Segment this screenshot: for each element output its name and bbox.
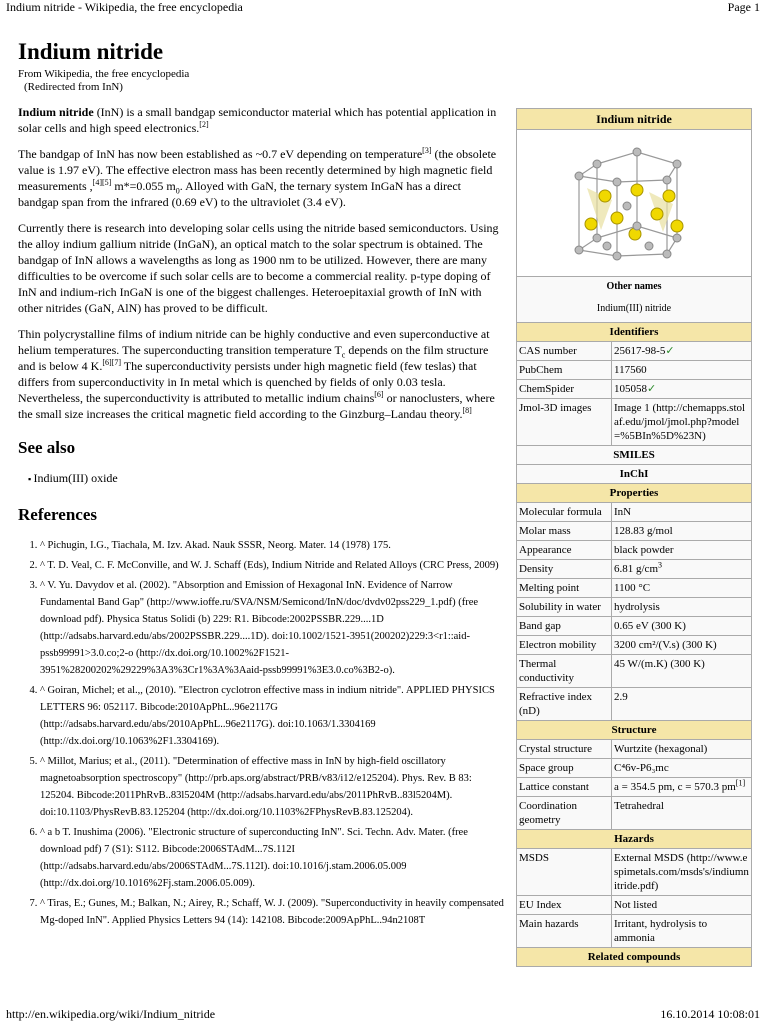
- infobox-row: [517, 521, 751, 540]
- lattice-value: a = 354.5 pm, c = 570.3 pm: [614, 781, 736, 793]
- row-label: Lattice constant: [517, 778, 612, 796]
- citation-link[interactable]: [3]: [422, 146, 432, 155]
- infobox-row: [517, 777, 751, 796]
- row-value: black powder: [614, 544, 674, 556]
- infobox-row: [517, 796, 751, 829]
- crystal-structure-icon: [517, 130, 749, 276]
- row-value: Not listed: [614, 899, 658, 911]
- infobox-row: [517, 597, 751, 616]
- paragraph-solar: Currently there is research into developing solar cells using the nitride based semiconductors. Using the alloy indium gallium nitride (InGaN), an optical match to the solar spectrum is obtained. The bandgap of InN allows a wavelengths as long as 1900 nm to be utilized. However, there are many difficulties to be overcome if such solar cells are to become a commercial reality. p-type doping of InN and indium-rich InGaN is one of the biggest challenges. Heteroepitaxial growth of InN with other nitrides (GaN, AlN) has proved to be difficult.: [18, 221, 499, 315]
- reference-item: 3. ^ V. Yu. Davydov et al. (2002). "Absorption and Emission of Hexagonal InN. Evidence of Narrow Fundamental Band Gap" (http://www.ioffe.ru/SVA/NSM/Semicond/InN/doc/dvdv02pss229_1.pdf) (free download pdf). Physica Status Solidi (b) 229: R1. Bibcode:2002PSSBR.229....1D (http://adsabs.harvard.edu/abs/2002PSSBR.229....1D). doi:10.1002/1521-3951(200202)229:3<r1::aid-pssb99991>3.0.co;2-o (http://dx.doi.org/10.1002%2F1521-3951%28200202%29229%3A3%3Cr1%3A%3Aaid-pssb99991%3E3.0.co%3B2-o).: [40, 577, 504, 679]
- reference-item: 1. ^ Pichugin, I.G., Tiachala, M. Izv. Akad. Nauk SSSR, Neorg. Mater. 14 (1978) 175.: [40, 537, 504, 554]
- superscript: 3: [658, 560, 662, 570]
- reference-item: 6. ^ a b T. Inushima (2006). "Electronic structure of superconducting InN". Sci. Techn. Adv. Mater. (free download pdf) 7 (S1): S112. Bibcode:2006STAdM...7S.112I (http://adsabs.harvard.edu/abs/2006STAdM...7S.112I). doi:10.1016/j.stam.2006.05.009 (http://dx.doi.org/10.1016%2Fj.stam.2006.05.009).: [40, 824, 504, 892]
- row-label: Refractive index (nD): [517, 688, 612, 720]
- subscript: 0: [175, 186, 180, 196]
- text: m*=0.055 m: [111, 179, 176, 193]
- citation-link[interactable]: [8]: [462, 406, 472, 415]
- infobox-row: [517, 914, 751, 947]
- intro-text: (InN) is a small bandgap semiconductor material which has potential application in solar cells and high speed electronics.: [18, 105, 497, 135]
- text: Thin polycrystalline films of indium nitride can be highly conductive and even superconductive at helium temperatures. The superconducting transition temperature T: [18, 327, 490, 357]
- chemspider-link[interactable]: 105058: [614, 383, 647, 395]
- print-header-title: Indium nitride - Wikipedia, the free encyclopedia: [6, 0, 243, 14]
- reference-item: 5. ^ Millot, Marius; et al., (2011). "Determination of effective mass in InN by high-field oscillatory magnetoabsorption spectroscopy" (http://prb.aps.org/abstract/PRB/v83/i12/e125204). Phys. Rev. B 83: 125204. Bibcode:2011PhRvB..83l5204M (http://adsabs.harvard.edu/abs/2011PhRvB..83l5204M). doi:10.1103/PhysRevB.83.125204 (http://dx.doi.org/10.1103%2FPhysRevB.83.125204).: [40, 753, 504, 821]
- row-label: PubChem: [517, 361, 612, 379]
- citation-link[interactable]: [1]: [735, 778, 746, 788]
- row-value: 1100 °C: [614, 582, 651, 594]
- crystal-structure-image[interactable]: [517, 129, 751, 276]
- row-value: [612, 560, 751, 578]
- row-label: Electron mobility: [517, 636, 612, 654]
- bold-term: Indium nitride: [18, 105, 94, 119]
- see-also-heading: See also: [18, 438, 76, 457]
- row-label: Solubility in water: [517, 598, 612, 616]
- row-value: hydrolysis: [614, 601, 660, 613]
- infobox-title: Indium nitride: [517, 109, 751, 129]
- infobox-row: [517, 739, 751, 758]
- print-header-page: Page 1: [727, 0, 760, 14]
- text: (the obsolete value is 1.97 eV). The effective electron mass has been recently determined by high magnetic field measurements ,: [18, 147, 497, 193]
- row-label: Molecular formula: [517, 503, 612, 521]
- chembox-infobox: [516, 108, 752, 967]
- row-value: [612, 778, 751, 796]
- citation-link[interactable]: [6][7]: [102, 358, 121, 367]
- infobox-row: [517, 635, 751, 654]
- row-value: 0.65 eV (300 K): [614, 620, 686, 632]
- infobox-row: [517, 687, 751, 720]
- row-label: MSDS: [517, 849, 612, 895]
- row-value: Tetrahedral: [614, 800, 664, 812]
- row-value: Wurtzite (hexagonal): [614, 743, 708, 755]
- other-names-value: Indium(III) nitride: [596, 303, 672, 314]
- print-footer-url[interactable]: http://en.wikipedia.org/wiki/Indium_nitride: [6, 1007, 216, 1021]
- references-list: [18, 537, 504, 929]
- row-value: 128.83 g/mol: [614, 525, 673, 537]
- row-value: 3200 cm²/(V.s) (300 K): [614, 639, 717, 651]
- citation-link[interactable]: [4][5]: [92, 178, 112, 187]
- structure-heading: Structure: [517, 720, 751, 739]
- see-also-link[interactable]: ▪ Indium(III) oxide: [28, 470, 504, 487]
- row-label: Space group: [517, 759, 612, 777]
- print-footer: [0, 1006, 768, 1024]
- hazards-heading: Hazards: [517, 829, 751, 848]
- row-label: ChemSpider: [517, 380, 612, 398]
- paragraph-bandgap: [18, 146, 504, 210]
- print-footer-datetime: 16.10.2014 10:08:01: [660, 1007, 760, 1021]
- paragraph-superconductivity: [18, 326, 504, 422]
- row-value: Irritant, hydrolysis to ammonia: [614, 918, 708, 944]
- see-also-list: [18, 470, 504, 487]
- references-heading: References: [18, 505, 97, 524]
- row-label: Band gap: [517, 617, 612, 635]
- text: . Alloyed with GaN, the ternary system InGaN has a direct bandgap span from the infrared (0.69 eV) to the ultraviolet (3.4 eV).: [18, 179, 462, 209]
- row-label: Coordination geometry: [517, 797, 612, 829]
- infobox-row: [517, 848, 751, 895]
- row-label: EU Index: [517, 896, 612, 914]
- page-title: Indium nitride: [18, 39, 164, 64]
- verified-check-icon: ✓: [665, 345, 675, 357]
- infobox-row: [517, 559, 751, 578]
- infobox-row: [517, 895, 751, 914]
- row-value: 45 W/(m.K) (300 K): [614, 658, 705, 670]
- text: The superconductivity persists under high magnetic field (few teslas) that differs from superconductivity in In metal which is quenched by fields of only 0.03 tesla. Nevertheless, the superconductivity is attributed to metallic indium chains: [18, 359, 477, 405]
- row-label: CAS number: [517, 342, 612, 360]
- row-label: Appearance: [517, 541, 612, 559]
- row-value: InN: [614, 506, 632, 518]
- infobox-row: [517, 758, 751, 777]
- row-label: Thermal conductivity: [517, 655, 612, 687]
- redirect-note: (Redirected from InN): [24, 81, 123, 93]
- row-label: Crystal structure: [517, 740, 612, 758]
- row-value: [612, 342, 751, 360]
- reference-item: 4. ^ Goiran, Michel; et al.,, (2010). "Electron cyclotron effective mass in indium nitride". APPLIED PHYSICS LETTERS 96: 052117. Bibcode:2010ApPhL..96e2117G (http://adsabs.harvard.edu/abs/2010ApPhL..96e2117G). doi:10.1063/1.3304169 (http://dx.doi.org/10.1063%2F1.3304169).: [40, 682, 504, 750]
- density-value: 6.81 g/cm: [614, 563, 658, 575]
- row-label: Jmol-3D images: [517, 399, 612, 445]
- site-subtitle: From Wikipedia, the free encyclopedia: [18, 68, 190, 80]
- citation-link[interactable]: [6]: [374, 390, 384, 399]
- citation-link[interactable]: [2]: [199, 120, 209, 129]
- verified-check-icon: ✓: [647, 383, 657, 395]
- row-label: Molar mass: [517, 522, 612, 540]
- infobox-row: [517, 616, 751, 635]
- text: The bandgap of InN has now been established as ~0.7 eV depending on temperature: [18, 147, 423, 161]
- infobox-row: [517, 654, 751, 687]
- related-compounds-heading: Related compounds: [517, 947, 751, 966]
- article-body: [18, 36, 504, 932]
- infobox-row: [517, 360, 751, 379]
- other-names-heading: Other names: [606, 281, 662, 292]
- pubchem-link[interactable]: 117560: [614, 364, 647, 376]
- infobox-row: [517, 379, 751, 398]
- row-label: Density: [517, 560, 612, 578]
- reference-item: 2. ^ T. D. Veal, C. F. McConville, and W. J. Schaff (Eds), Indium Nitride and Related Alloys (CRC Press, 2009): [40, 557, 504, 574]
- identifiers-heading: Identifiers: [517, 322, 751, 341]
- row-value: 2.9: [614, 691, 628, 703]
- other-names-section: [517, 276, 751, 322]
- reference-item: 7. ^ Tiras, E.; Gunes, M.; Balkan, N.; Airey, R.; Schaff, W. J. (2009). "Superconductivity in heavily compensated Mg-doped InN". Applied Physics Letters 94 (14): 142108. Bibcode:2009ApPhL..94n2108T: [40, 895, 504, 929]
- text: depends on the film structure and is below 4 K.: [18, 343, 489, 373]
- print-header: [0, 0, 768, 16]
- inchi-toggle[interactable]: InChI: [517, 464, 751, 483]
- infobox-row: [517, 341, 751, 360]
- text: or nanoclusters, where the small size increases the critical magnetic field according to the Ginzburg–Landau theory.: [18, 391, 495, 421]
- infobox-row: [517, 502, 751, 521]
- infobox-row: [517, 398, 751, 445]
- msds-link[interactable]: External MSDS (http://www.espimetals.com/msds's/indiumnitride.pdf): [614, 852, 749, 892]
- row-value: [612, 380, 751, 398]
- row-label: Melting point: [517, 579, 612, 597]
- properties-heading: Properties: [517, 483, 751, 502]
- row-label: Main hazards: [517, 915, 612, 947]
- paragraph-intro: [18, 104, 504, 136]
- row-value: C⁴6v-P6₃mc: [614, 762, 669, 774]
- infobox-row: [517, 540, 751, 559]
- cas-link[interactable]: 25617-98-5: [614, 345, 666, 357]
- jmol-link[interactable]: Image 1 (http://chemapps.stolaf.edu/jmol/jmol.php?model=%5BIn%5D%23N): [614, 402, 746, 442]
- smiles-toggle[interactable]: SMILES: [517, 445, 751, 464]
- infobox-row: [517, 578, 751, 597]
- subscript: c: [341, 350, 346, 360]
